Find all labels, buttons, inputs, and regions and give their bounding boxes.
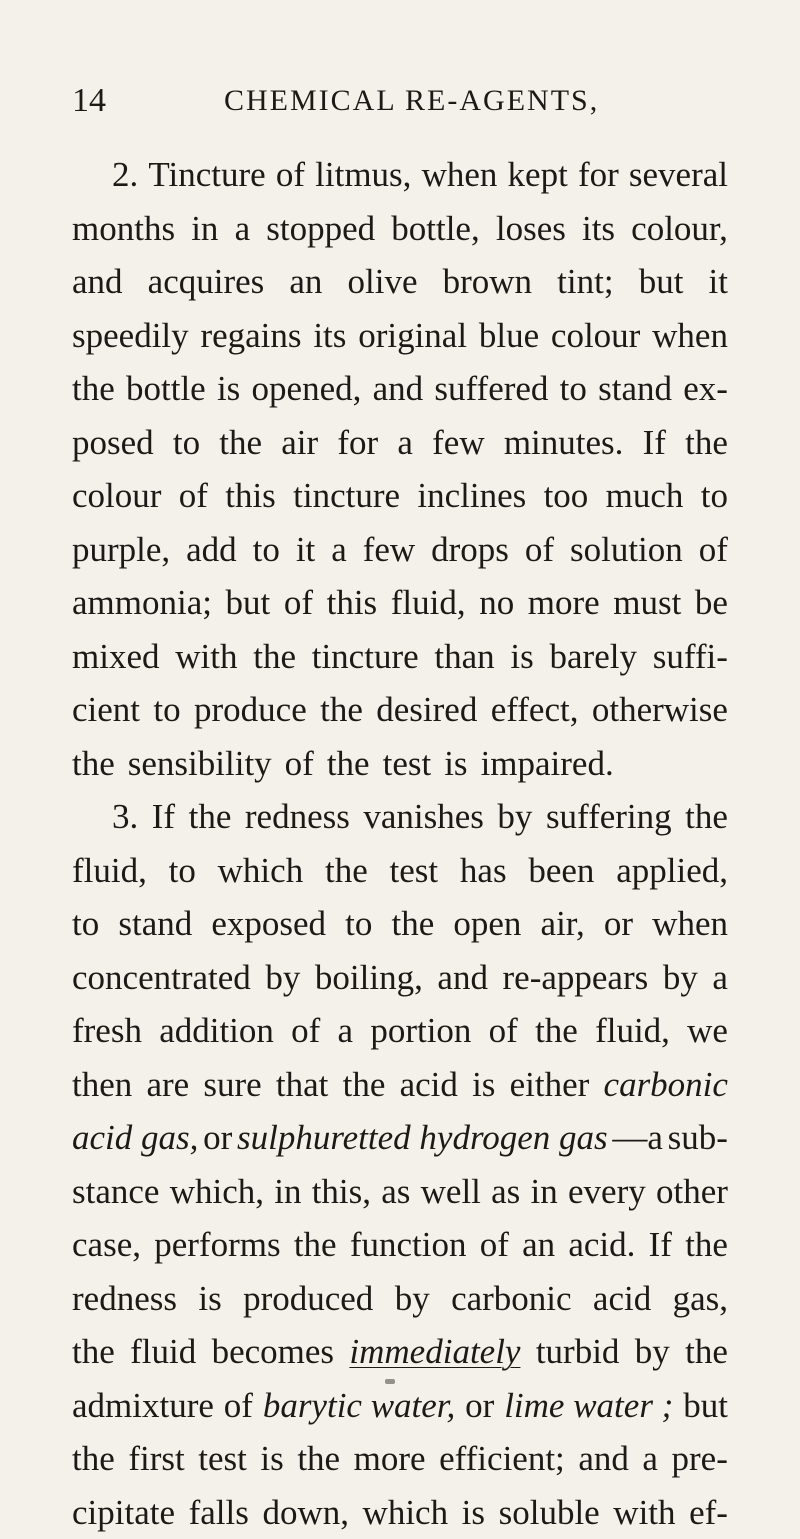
word: ammonia; [72, 576, 212, 630]
word: tincture [312, 630, 419, 684]
word: the [685, 1218, 728, 1272]
word: of [276, 148, 305, 202]
word: acid. [568, 1218, 635, 1272]
word: the [685, 416, 728, 470]
word: it [296, 523, 315, 577]
word: add [186, 523, 237, 577]
word: ex- [683, 362, 728, 416]
word: mixed [72, 630, 159, 684]
word: cient [72, 683, 140, 737]
word: colour [72, 469, 161, 523]
word: re-appears [503, 951, 649, 1005]
word: a [397, 416, 413, 470]
word: as [381, 1165, 410, 1219]
word: barely [550, 630, 637, 684]
word: redness [72, 1272, 177, 1326]
word: down, [262, 1486, 349, 1539]
word: suffi- [653, 630, 728, 684]
word: by [395, 1272, 430, 1326]
body-text [72, 148, 728, 1539]
word: of [291, 1004, 320, 1058]
word: the [219, 416, 262, 470]
text-line [72, 1272, 728, 1326]
text-line [72, 148, 728, 202]
word: as [491, 1165, 520, 1219]
word: immediately [349, 1325, 520, 1379]
word: is [198, 1272, 221, 1326]
word: few [363, 523, 415, 577]
word: to [153, 683, 180, 737]
word: few [432, 416, 484, 470]
word: to [169, 844, 196, 898]
word: stopped [266, 202, 375, 256]
text-line [72, 576, 728, 630]
word: a [235, 202, 251, 256]
word: either [510, 1058, 590, 1112]
word: months [72, 202, 175, 256]
word: it [709, 255, 728, 309]
word: produced [243, 1272, 373, 1326]
word: in [531, 1165, 558, 1219]
word: with [175, 630, 237, 684]
word: addition [159, 1004, 274, 1058]
word: Tincture [148, 148, 265, 202]
word: produce [194, 683, 307, 737]
word: the [294, 1218, 337, 1272]
word: air, [541, 897, 585, 951]
word: vanishes [363, 790, 484, 844]
word: the [297, 1432, 340, 1486]
word: are [146, 1058, 189, 1112]
text-line [72, 844, 728, 898]
word: impaired. [481, 737, 614, 791]
word: brown [443, 255, 532, 309]
word: gas, [673, 1272, 728, 1326]
word: speedily [72, 309, 189, 363]
word: in [191, 202, 218, 256]
word: acid [400, 1058, 458, 1112]
word: of [699, 523, 728, 577]
word: than [434, 630, 494, 684]
word: open [453, 897, 521, 951]
word: drops [431, 523, 509, 577]
word: when [422, 148, 498, 202]
word: or [604, 897, 633, 951]
word: desired [376, 683, 477, 737]
word: is [217, 362, 240, 416]
text-line [72, 683, 728, 737]
word: performs [154, 1218, 280, 1272]
word: stand [118, 897, 192, 951]
word: kept [508, 148, 568, 202]
word: the [72, 737, 115, 791]
text-line [72, 1379, 728, 1433]
word: turbid [536, 1325, 620, 1379]
word: that [276, 1058, 328, 1112]
word: tint; [557, 255, 613, 309]
word: for [578, 148, 619, 202]
word: the [189, 790, 232, 844]
word: suffering [546, 790, 672, 844]
word: its [582, 202, 615, 256]
word: be [695, 576, 728, 630]
word: to [253, 523, 280, 577]
word: of [285, 737, 314, 791]
text-line [72, 737, 728, 791]
word: effect, [491, 683, 579, 737]
word: otherwise [592, 683, 728, 737]
word: the [72, 362, 115, 416]
page-number: 14 [72, 76, 106, 126]
word: If [649, 1218, 672, 1272]
word: every [568, 1165, 646, 1219]
word: admixture [72, 1379, 214, 1433]
word: of [284, 576, 313, 630]
word: to [345, 897, 372, 951]
word: the [392, 897, 435, 951]
word: function [350, 1218, 467, 1272]
word: is [510, 630, 533, 684]
word: sensibility [128, 737, 272, 791]
word: acid gas, [72, 1111, 198, 1165]
word: a [338, 1004, 354, 1058]
word: soluble [499, 1486, 600, 1539]
word: pre- [672, 1432, 728, 1486]
word: of [179, 469, 208, 523]
word: blue [479, 309, 539, 363]
word: fluid, [72, 844, 147, 898]
word: litmus, [315, 148, 411, 202]
word: has [460, 844, 507, 898]
word: but [639, 255, 684, 309]
word: bottle, [391, 202, 479, 256]
text-line [72, 309, 728, 363]
word: olive [348, 255, 418, 309]
word: too [544, 469, 589, 523]
word: its [313, 309, 346, 363]
word: solution [570, 523, 683, 577]
word: to [701, 469, 728, 523]
word: which, [170, 1165, 264, 1219]
page-header [72, 76, 724, 126]
word: redness [245, 790, 350, 844]
word: when [652, 897, 728, 951]
word: by [265, 951, 300, 1005]
word: more [528, 576, 600, 630]
word: acid [593, 1272, 651, 1326]
word: fluid, [595, 1004, 670, 1058]
word: cipitate [72, 1486, 175, 1539]
word: becomes [212, 1325, 334, 1379]
word: and [373, 362, 424, 416]
word: by [635, 1325, 670, 1379]
word: for [337, 416, 378, 470]
word: concentrated [72, 951, 251, 1005]
word: been [528, 844, 594, 898]
word: If [152, 790, 175, 844]
text-line [72, 202, 728, 256]
word: tincture [293, 469, 400, 523]
word: of [480, 1218, 509, 1272]
word: but [683, 1379, 728, 1433]
word: by [497, 790, 532, 844]
word: the [253, 630, 296, 684]
word: the [325, 844, 368, 898]
word: the [685, 790, 728, 844]
word: and [72, 255, 123, 309]
word: 2. [112, 148, 138, 202]
word: or [465, 1379, 494, 1433]
word: opened, [252, 362, 362, 416]
word: lime water ; [504, 1379, 673, 1433]
word: fluid, [391, 576, 466, 630]
word: minutes. [504, 416, 624, 470]
word: and [437, 951, 488, 1005]
word: which [218, 844, 304, 898]
word: and [578, 1432, 629, 1486]
word: is [462, 1486, 485, 1539]
word: colour, [631, 202, 728, 256]
word: is [472, 1058, 495, 1112]
text-line [72, 1325, 728, 1379]
text-line [72, 1432, 728, 1486]
word: boiling, [315, 951, 423, 1005]
word: when [652, 309, 728, 363]
word: to [560, 362, 587, 416]
word: posed [72, 416, 154, 470]
text-line [72, 1004, 728, 1058]
word: the [72, 1432, 115, 1486]
word: a [712, 951, 728, 1005]
word: 3. [112, 790, 138, 844]
word: an [522, 1218, 555, 1272]
text-line [72, 1486, 728, 1539]
text-line [72, 416, 728, 470]
word: ef- [689, 1486, 728, 1539]
word: case, [72, 1218, 141, 1272]
word: we [687, 1004, 728, 1058]
word: sure [203, 1058, 261, 1112]
word: stand [598, 362, 672, 416]
text-line [72, 469, 728, 523]
word: If [643, 416, 666, 470]
word: sulphuretted hydrogen gas [237, 1111, 608, 1165]
word: other [656, 1165, 728, 1219]
word: well [421, 1165, 481, 1219]
word: of [224, 1379, 253, 1433]
word: or [203, 1111, 232, 1165]
word: then [72, 1058, 132, 1112]
word: to [72, 897, 99, 951]
word: must [613, 576, 681, 630]
word: test [198, 1432, 247, 1486]
word: this, [312, 1165, 371, 1219]
word: original [358, 309, 467, 363]
running-head: CHEMICAL RE-AGENTS, [224, 76, 599, 126]
word: the [343, 1058, 386, 1112]
word: efficient; [439, 1432, 565, 1486]
word: sub- [668, 1111, 728, 1165]
word: to [173, 416, 200, 470]
word: the [685, 1325, 728, 1379]
word: much [606, 469, 684, 523]
word: the [72, 1325, 115, 1379]
word: carbonic [604, 1058, 728, 1112]
text-line [72, 897, 728, 951]
word: inclines [417, 469, 526, 523]
text-line [72, 1058, 728, 1112]
word: more [354, 1432, 426, 1486]
word: colour [551, 309, 640, 363]
word: of [525, 523, 554, 577]
word: several [629, 148, 728, 202]
word: portion [370, 1004, 471, 1058]
word: test [390, 844, 439, 898]
text-line [72, 951, 728, 1005]
text-line [72, 1111, 728, 1165]
word: an [289, 255, 322, 309]
word: stance [72, 1165, 159, 1219]
word: test [383, 737, 432, 791]
text-line [72, 255, 728, 309]
word: by [663, 951, 698, 1005]
word: a [642, 1432, 658, 1486]
word: purple, [72, 523, 170, 577]
word: which [363, 1486, 449, 1539]
word: the [535, 1004, 578, 1058]
word: acquires [148, 255, 265, 309]
text-line [72, 1218, 728, 1272]
word: fresh [72, 1004, 142, 1058]
word: air [281, 416, 318, 470]
word: applied, [616, 844, 728, 898]
text-line [72, 790, 728, 844]
word: regains [200, 309, 301, 363]
word: —a [612, 1111, 663, 1165]
word: bottle [126, 362, 206, 416]
word: the [327, 737, 370, 791]
word: carbonic [451, 1272, 571, 1326]
text-line [72, 630, 728, 684]
word: falls [189, 1486, 249, 1539]
word: with [613, 1486, 675, 1539]
ink-mark [385, 1379, 395, 1384]
word: is [444, 737, 467, 791]
word: of [489, 1004, 518, 1058]
word: loses [496, 202, 566, 256]
word: but [226, 576, 271, 630]
text-line [72, 362, 728, 416]
text-line [72, 1165, 728, 1219]
word: first [128, 1432, 184, 1486]
word: the [320, 683, 363, 737]
word: fluid [130, 1325, 196, 1379]
word: is [260, 1432, 283, 1486]
text-line [72, 523, 728, 577]
word: no [479, 576, 514, 630]
word: in [274, 1165, 301, 1219]
word: barytic water, [263, 1379, 455, 1433]
word: this [225, 469, 276, 523]
word: suffered [434, 362, 548, 416]
word: a [331, 523, 347, 577]
word: this [327, 576, 378, 630]
word: exposed [211, 897, 326, 951]
